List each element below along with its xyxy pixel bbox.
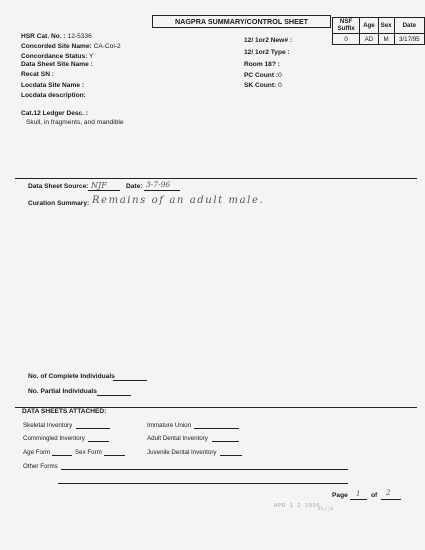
field-data-sheet-site-name [21,61,93,68]
nsf-value-age: AD [360,34,378,45]
curation-label: Curation Summary: [28,200,90,207]
source-value: NJF [91,181,107,190]
juvenile-dental-label: Juvenile Dental Inventory [147,449,217,456]
other-forms-line-2 [58,483,348,484]
other-forms-line [61,469,348,470]
date-line [144,190,180,191]
nsf-header-date: Date [394,18,424,34]
other-forms-label: Other Forms [23,463,58,470]
complete-individuals-label: No. of Complete Individuals [28,373,115,380]
sex-form-label: Sex Form [75,449,102,456]
curation-summary: Remains of an adult male. [92,195,265,206]
field-hsr-cat-no [21,33,92,40]
complete-individuals-line [113,380,147,381]
commingled-inventory-line [88,441,109,442]
ledger-label: Cat.12 Ledger Desc. : [21,110,89,117]
field-sk-count [244,82,282,89]
field-label: Concordance Status: [21,53,88,60]
skeletal-inventory-label: Skeletal Inventory [23,422,73,429]
field-type [244,49,290,56]
sex-form-line [104,455,125,456]
adult-dental-label: Adult Dental Inventory [147,435,208,442]
date-label: Date: [126,183,143,190]
field-room-18 [244,61,280,68]
field-locdata-description [21,92,86,99]
field-label: 12/ 1or2 New# : [244,37,293,44]
field-label: Data Sheet Site Name : [21,61,93,68]
page-of-label: of [371,492,378,499]
field-concordance-status [21,53,93,60]
page-current-line [350,499,367,500]
partial-individuals-line [97,395,131,396]
nsf-value-suffix: 0 [333,34,360,45]
date-value: 3-7-96 [146,180,171,189]
field-label: Concorded Site Name: [21,43,92,50]
field-value: CA-Col-2 [93,43,121,50]
field-value: 12-5336 [67,33,92,40]
field-label: HSR Cat. No. : [21,33,66,40]
immature-union-line [194,428,239,429]
age-form-line [52,455,72,456]
field-label: Locdata description: [21,92,86,99]
nsf-header-sex: Sex [378,18,394,34]
page-current: 1 [356,490,361,498]
page-total-line [381,499,401,500]
adult-dental-line [212,441,239,442]
field-value: 0 [278,72,282,79]
section-divider [15,178,417,179]
received-stamp: APR 1 2 1996 [274,503,321,509]
field-label: Room 18? : [244,61,280,68]
source-label: Data Sheet Source: [28,183,89,190]
field-label: SK Count: [244,82,277,89]
field-label: PC Count : [244,72,279,79]
source-line [88,190,120,191]
age-form-label: Age Form [23,449,51,456]
field-concorded-site-name [21,43,121,50]
nsf-value-date: 3/17/95 [394,34,424,45]
commingled-inventory-label: Commingled Inventory [23,435,85,442]
partial-individuals-label: No. Partial Individuals [28,388,97,395]
page-total: 2 [386,489,391,497]
field-new-number [244,37,292,44]
juvenile-dental-line [220,455,242,456]
nsf-table [332,17,425,45]
sheet-title: NAGPRA SUMMARY/CONTROL SHEET [152,15,331,28]
field-label: Locdata Site Name : [21,82,85,89]
field-value: 0 [278,82,282,89]
attached-title: DATA SHEETS ATTACHED: [22,408,107,415]
field-label: 12/ 1or2 Type : [244,49,290,56]
field-locdata-site-name [21,82,84,89]
nsf-value-sex: M [378,34,394,45]
immature-union-label: Immature Union [147,422,192,429]
nsf-header-suffix: NSF Suffix [333,18,360,34]
field-label: Recat SN : [21,71,54,78]
field-recat-sn [21,71,54,78]
skeletal-inventory-line [76,428,110,429]
ledger-description: Skull, in fragments, and mandible [26,119,124,126]
field-value: Y [89,53,94,60]
nsf-header-age: Age [360,18,378,34]
page-label: Page [332,492,348,499]
stamp-initials: VL/jk [318,507,335,512]
field-pc-count [244,72,282,79]
